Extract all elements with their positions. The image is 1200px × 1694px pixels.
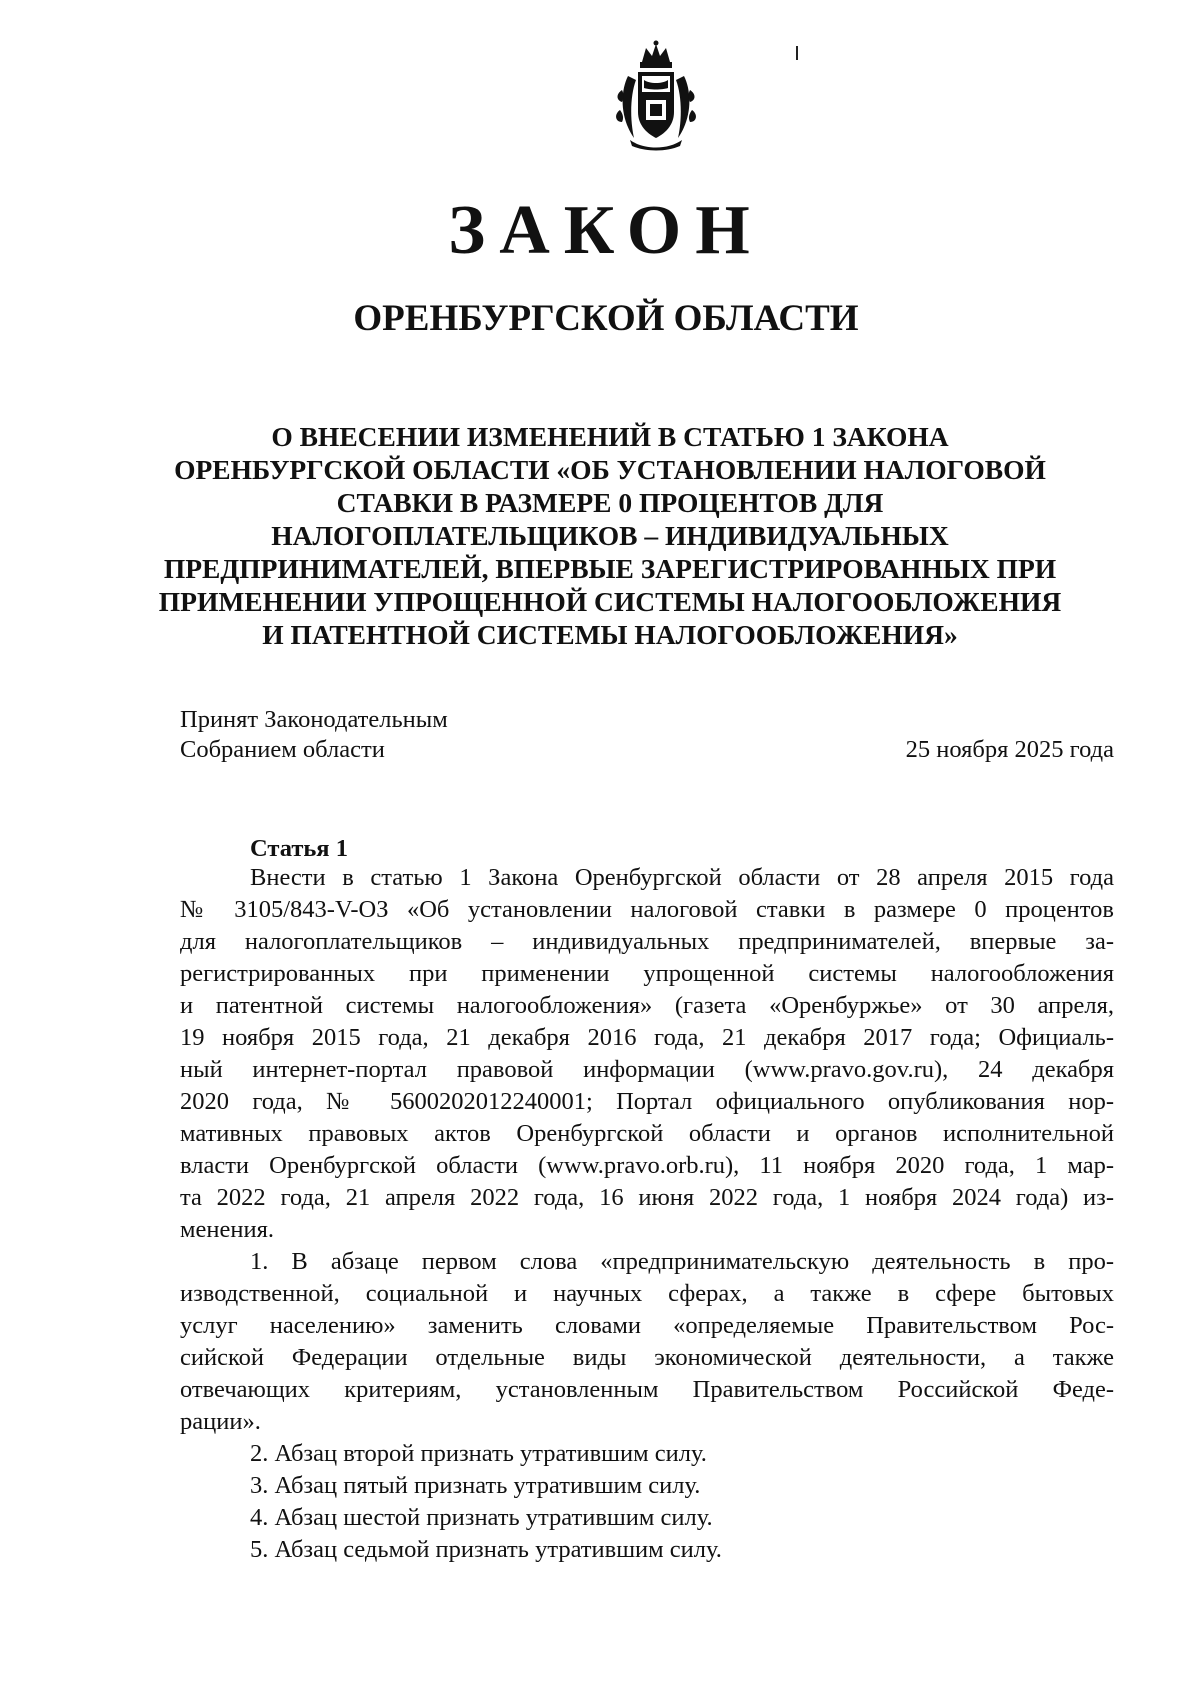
title-line: О ВНЕСЕНИИ ИЗМЕНЕНИЙ В СТАТЬЮ 1 ЗАКОНА: [271, 421, 949, 452]
coat-of-arms-emblem-icon: [614, 40, 698, 152]
adoption-note: [180, 705, 448, 765]
paragraph-line: менения.: [180, 1216, 274, 1243]
item-line: изводственной, социальной и научных сферах, а также в сфере бытовых: [180, 1280, 1114, 1307]
scan-artifact-mark: [796, 46, 798, 60]
list-item: 3. Абзац пятый признать утратившим силу.: [250, 1472, 701, 1499]
list-item: 5. Абзац седьмой признать утратившим силу.: [250, 1536, 722, 1563]
adoption-date: 25 ноября 2025 года: [905, 736, 1114, 763]
article-heading: Статья 1: [250, 835, 348, 862]
law-title: [150, 420, 1070, 651]
item-line: отвечающих критериям, установленным Правительством Российской Феде-: [180, 1376, 1114, 1403]
paragraph-line: регистрированных при применении упрощенной системы налогообложения: [180, 960, 1114, 987]
paragraph-line: № 3105/843-V-ОЗ «Об установлении налоговой ставки в размере 0 процентов: [180, 896, 1114, 923]
paragraph-line: 2020 года, № 5600202012240001; Портал официального опубликования нор-: [180, 1088, 1114, 1115]
list-item: 4. Абзац шестой признать утратившим силу.: [250, 1504, 713, 1531]
paragraph-line: для налогоплательщиков – индивидуальных предпринимателей, впервые за-: [180, 928, 1114, 955]
document-type-heading: ЗАКОН: [448, 192, 764, 269]
region-heading: ОРЕНБУРГСКОЙ ОБЛАСТИ: [353, 298, 859, 339]
title-line: НАЛОГОПЛАТЕЛЬЩИКОВ – ИНДИВИДУАЛЬНЫХ: [271, 520, 949, 551]
paragraph-line: ный интернет-портал правовой информации (www.pravo.gov.ru), 24 декабря: [180, 1056, 1114, 1083]
paragraph-line: власти Оренбургской области (www.pravo.orb.ru), 11 ноября 2020 года, 1 мар-: [180, 1152, 1114, 1179]
paragraph-line: мативных правовых актов Оренбургской области и органов исполнительной: [180, 1120, 1114, 1147]
article-body: [180, 862, 1114, 1566]
adoption-line: Принят Законодательным: [180, 706, 448, 733]
list-item: 2. Абзац второй признать утратившим силу.: [250, 1440, 707, 1467]
paragraph-line: и патентной системы налогообложения» (газета «Оренбуржье» от 30 апреля,: [180, 992, 1114, 1019]
title-line: И ПАТЕНТНОЙ СИСТЕМЫ НАЛОГООБЛОЖЕНИЯ»: [262, 619, 958, 650]
item-line: сийской Федерации отдельные виды экономической деятельности, а также: [180, 1344, 1114, 1371]
title-line: СТАВКИ В РАЗМЕРЕ 0 ПРОЦЕНТОВ ДЛЯ: [336, 487, 884, 518]
item-line: рации».: [180, 1408, 261, 1435]
paragraph-line: Внести в статью 1 Закона Оренбургской области от 28 апреля 2015 года: [250, 864, 1114, 891]
adoption-line: Собранием области: [180, 736, 385, 763]
title-line: ОРЕНБУРГСКОЙ ОБЛАСТИ «ОБ УСТАНОВЛЕНИИ НАЛОГОВОЙ: [174, 454, 1046, 485]
item-line: услуг населению» заменить словами «определяемые Правительством Рос-: [180, 1312, 1114, 1339]
title-line: ПРИМЕНЕНИИ УПРОЩЕННОЙ СИСТЕМЫ НАЛОГООБЛОЖЕНИЯ: [158, 586, 1062, 617]
item-line: 1. В абзаце первом слова «предпринимательскую деятельность в про-: [250, 1248, 1114, 1275]
paragraph-line: та 2022 года, 21 апреля 2022 года, 16 июня 2022 года, 1 ноября 2024 года) из-: [180, 1184, 1114, 1211]
title-line: ПРЕДПРИНИМАТЕЛЕЙ, ВПЕРВЫЕ ЗАРЕГИСТРИРОВАННЫХ ПРИ: [163, 553, 1057, 584]
paragraph-line: 19 ноября 2015 года, 21 декабря 2016 года, 21 декабря 2017 года; Официаль-: [180, 1024, 1114, 1051]
